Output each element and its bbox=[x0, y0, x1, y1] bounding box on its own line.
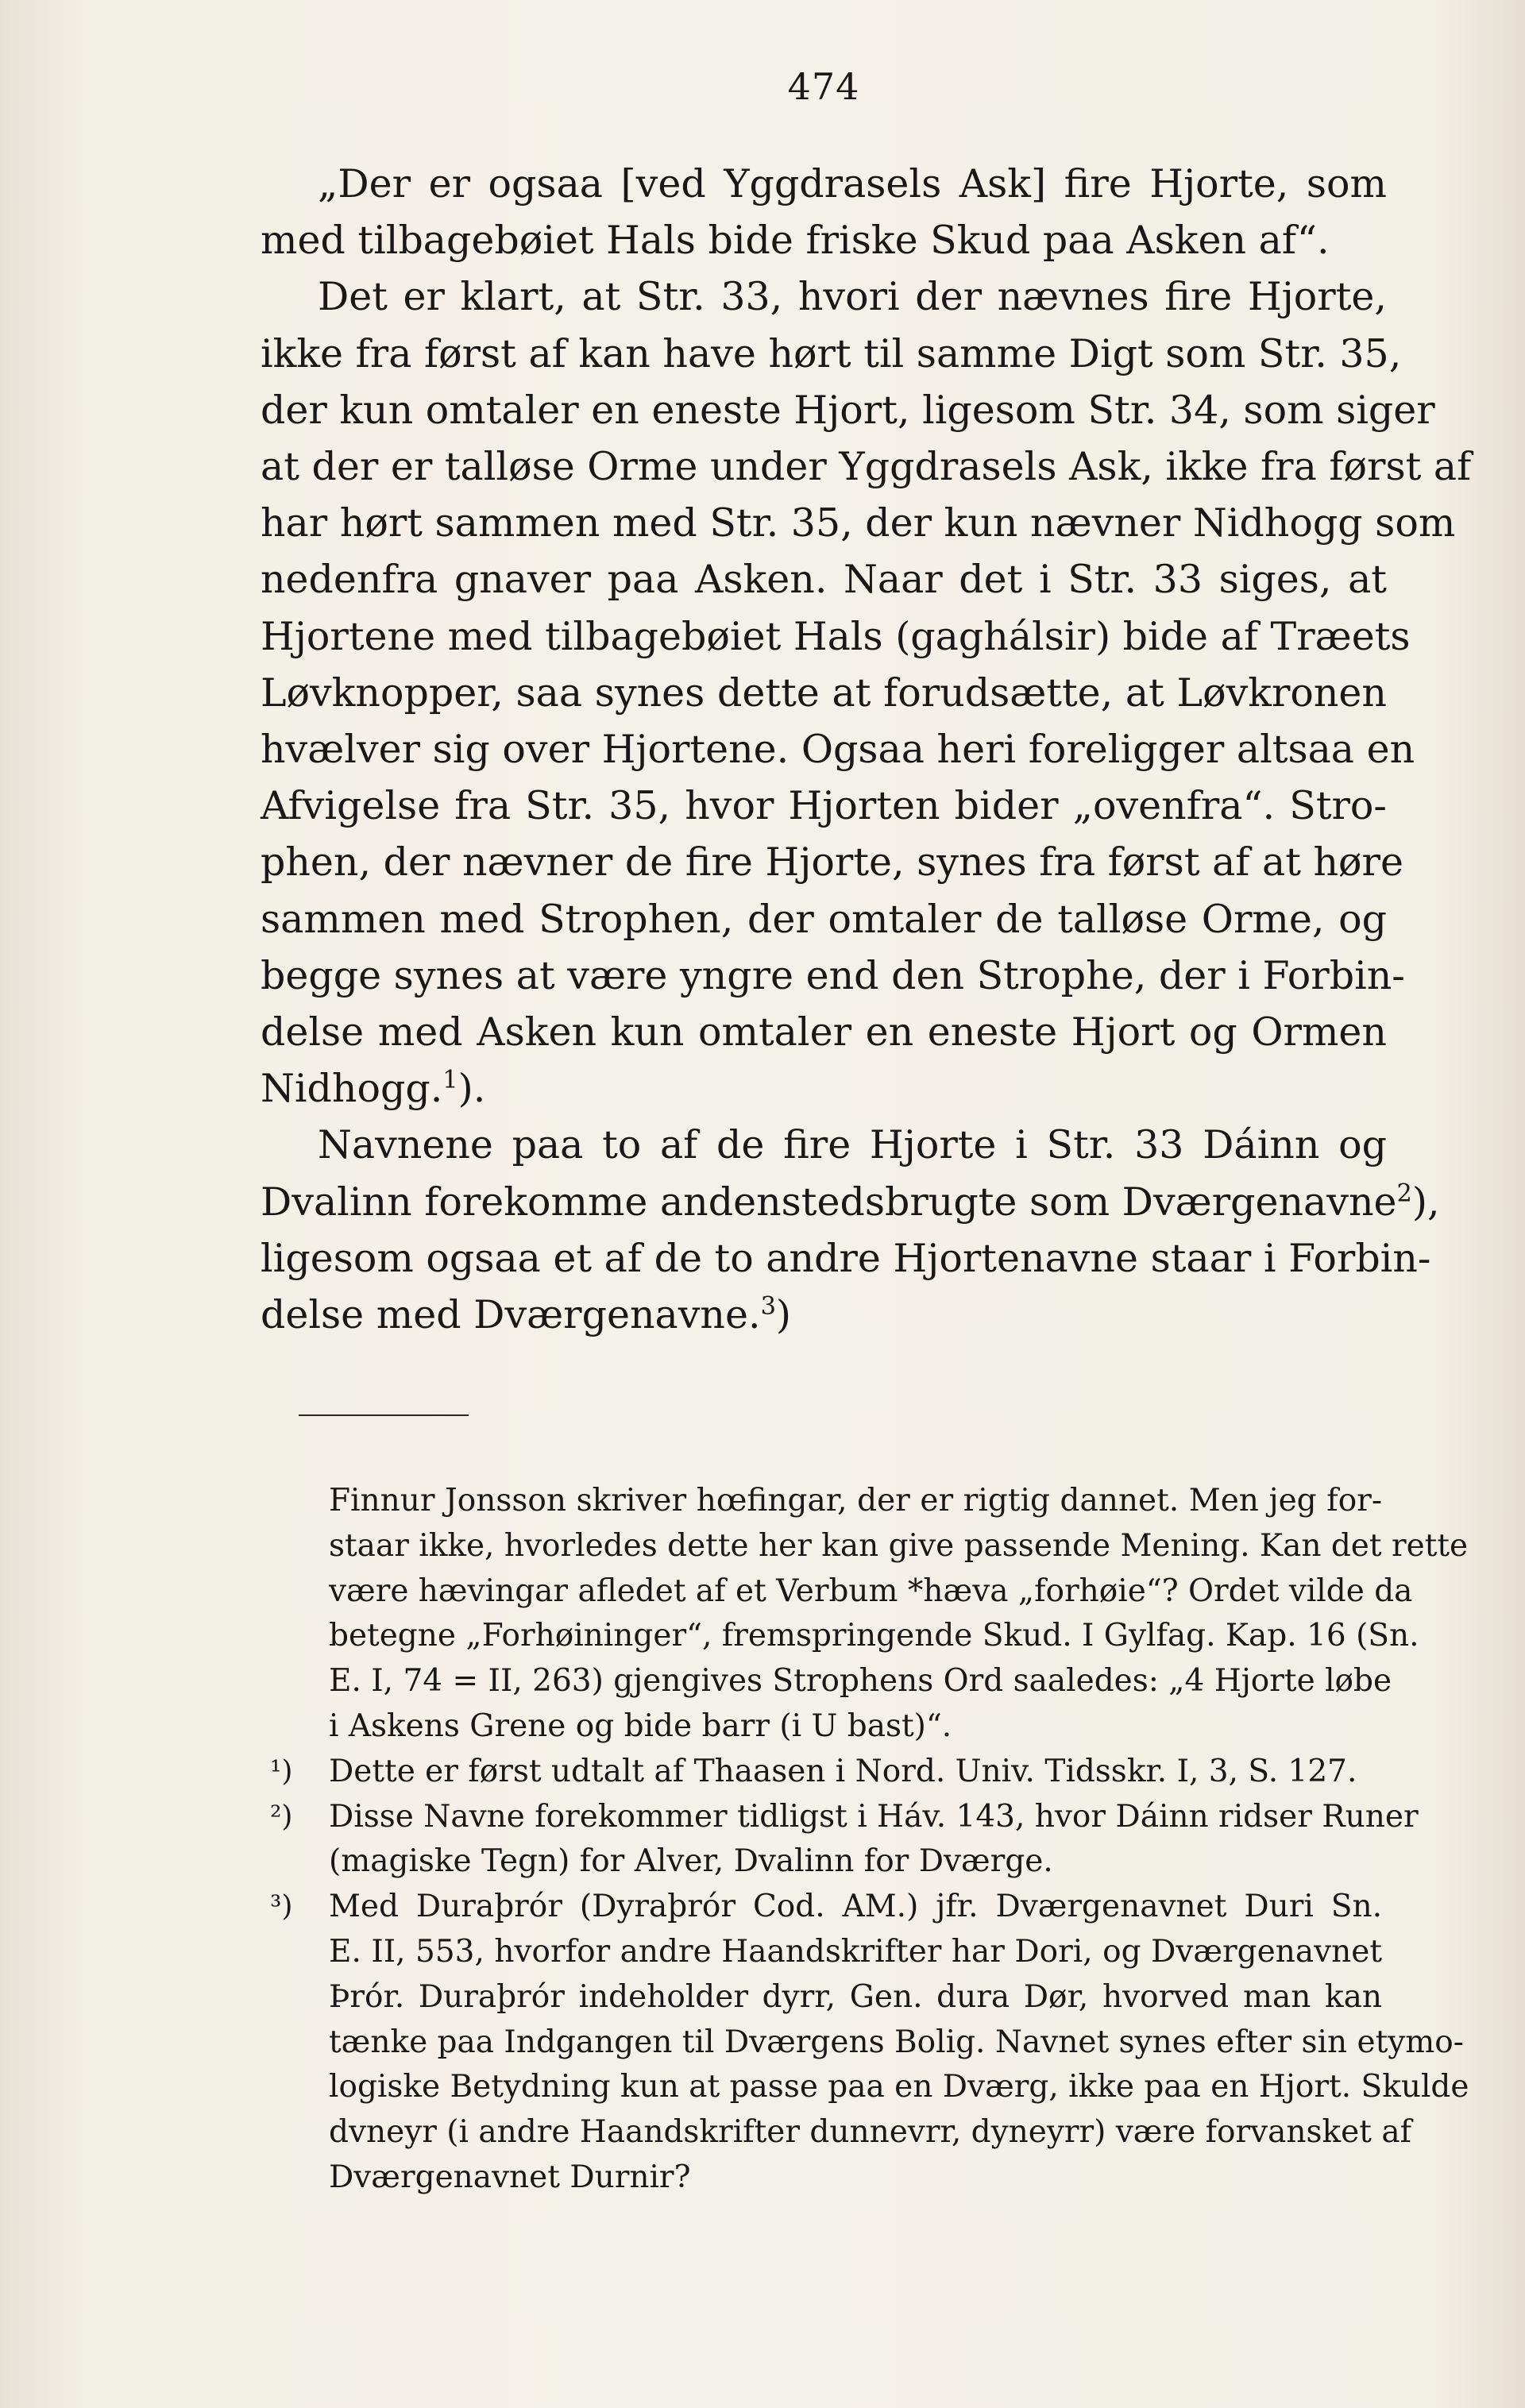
line-text: Løvknopper, saa synes dette at forudsætte, at Løvkronen bbox=[261, 670, 1387, 716]
text-line bbox=[329, 2020, 1464, 2066]
footnote-reference: 3 bbox=[760, 1292, 776, 1321]
footnote-reference: 2 bbox=[1396, 1179, 1412, 1208]
line-text: ikke fra først af kan have hørt til samme Digt som Str. 35, bbox=[261, 330, 1402, 376]
line-text: Afvigelse fra Str. 35, hvor Hjorten bider „ovenfra“. Stro- bbox=[261, 783, 1387, 829]
line-text: sammen med Strophen, der omtaler de talløse Orme, og bbox=[261, 896, 1387, 942]
text-line bbox=[261, 268, 1387, 325]
footnote-separator bbox=[299, 1414, 469, 1416]
text-line bbox=[329, 1659, 1392, 1704]
line-text: Dette er først udtalt af Thaasen i Nord. Univ. Tidsskr. I, 3, S. 127. bbox=[329, 1753, 1357, 1789]
line-text: være hævingar afledet af et Verbum *hæva „forhøie“? Ordet vilde da bbox=[329, 1573, 1413, 1609]
text-line bbox=[329, 1704, 1382, 1750]
footnote-marker: ¹) bbox=[270, 1754, 293, 1788]
text-line bbox=[329, 1524, 1469, 1569]
main-text bbox=[261, 156, 1472, 1343]
paragraph bbox=[261, 268, 1472, 1117]
line-text: (magiske Tegn) for Alver, Dvalinn for Dværge. bbox=[329, 1843, 1053, 1880]
line-text: nedenfra gnaver paa Asken. Naar det i Str. 33 siges, at bbox=[261, 557, 1387, 603]
line-text-after: ). bbox=[458, 1066, 486, 1112]
line-text: Det er klart, at Str. 33, hvori der nævnes fire Hjorte, bbox=[318, 274, 1387, 320]
line-text: Nidhogg. bbox=[261, 1066, 443, 1112]
text-line bbox=[261, 1230, 1431, 1287]
line-text: der kun omtaler en eneste Hjort, ligesom Str. 34, som siger bbox=[261, 387, 1435, 433]
text-line bbox=[261, 551, 1387, 608]
text-line bbox=[329, 1839, 1382, 1885]
text-line bbox=[261, 947, 1405, 1004]
text-line bbox=[329, 1614, 1419, 1659]
line-text: Dværgenavnet Durnir? bbox=[329, 2159, 691, 2195]
footnotes bbox=[270, 1479, 1469, 2201]
line-text: „Der er ogsaa [ved Yggdrasels Ask] fire Hjorte, som bbox=[318, 161, 1387, 206]
text-line bbox=[329, 2155, 1382, 2201]
text-line bbox=[329, 1975, 1382, 2020]
line-text: Med Duraþrór (Dyraþrór Cod. AM.) jfr. Dværgenavnet Duri Sn. bbox=[329, 1889, 1382, 1925]
text-line bbox=[261, 1174, 1440, 1230]
line-text: E. I, 74 = II, 263) gjengives Strophens Ord saaledes: „4 Hjorte løbe bbox=[329, 1663, 1392, 1700]
text-line bbox=[261, 438, 1472, 495]
text-line bbox=[329, 1479, 1382, 1524]
line-text: begge synes at være yngre end den Strophe, der i Forbin- bbox=[261, 952, 1405, 998]
line-text: logiske Betydning kun at passe paa en Dværg, ikke paa en Hjort. Skulde bbox=[329, 2069, 1469, 2105]
line-text: Disse Navne forekommer tidligst i Háv. 143, hvor Dáinn ridser Runer bbox=[329, 1798, 1419, 1835]
line-text: at der er talløse Orme under Yggdrasels Ask, ikke fra først af bbox=[261, 444, 1472, 490]
footnote-reference: 1 bbox=[442, 1066, 458, 1094]
text-line bbox=[261, 1117, 1387, 1173]
text-line bbox=[261, 608, 1411, 665]
line-text-after: ), bbox=[1411, 1179, 1440, 1225]
text-line bbox=[261, 156, 1387, 212]
text-line bbox=[261, 212, 1387, 268]
text-line bbox=[329, 2110, 1412, 2155]
line-text: dvneyr (i andre Haandskrifter dunnevrr, dyneyrr) være forvansket af bbox=[329, 2114, 1412, 2151]
line-text: ligesom ogsaa et af de to andre Hjortenavne staar i Forbin- bbox=[261, 1235, 1431, 1281]
text-line bbox=[261, 382, 1435, 438]
text-line bbox=[261, 834, 1403, 890]
footnote-marker: ²) bbox=[270, 1800, 293, 1833]
line-text: har hørt sammen med Str. 35, der kun nævner Nidhogg som bbox=[261, 500, 1456, 546]
text-line bbox=[329, 1795, 1419, 1840]
line-text: i Askens Grene og bide barr (i U bast)“. bbox=[329, 1708, 952, 1744]
line-text: Þrór. Duraþrór indeholder dyrr, Gen. dura Dør, hvorved man kan bbox=[329, 1978, 1382, 2015]
footnote bbox=[270, 1795, 1419, 1885]
line-text: phen, der nævner de fire Hjorte, synes fra først af at høre bbox=[261, 839, 1403, 886]
footnote bbox=[270, 1750, 1382, 1795]
text-line bbox=[329, 1750, 1382, 1795]
text-line bbox=[329, 1885, 1382, 1930]
text-line bbox=[261, 778, 1387, 834]
text-line bbox=[329, 2065, 1469, 2110]
line-text: hvælver sig over Hjortene. Ogsaa heri foreligger altsaa en bbox=[261, 727, 1415, 773]
text-line bbox=[261, 495, 1456, 551]
text-line bbox=[261, 1287, 1387, 1343]
line-text: staar ikke, hvorledes dette her kan give passende Mening. Kan det rette bbox=[329, 1527, 1469, 1564]
line-text: tænke paa Indgangen til Dværgens Bolig. Navnet synes efter sin etymo- bbox=[329, 2024, 1464, 2060]
line-text-after: ) bbox=[775, 1292, 792, 1338]
line-text: E. II, 553, hvorfor andre Haandskrifter har Dori, og Dværgenavnet bbox=[329, 1933, 1382, 1970]
line-text: Hjortene med tilbagebøiet Hals (gaghálsir) bide af Træets bbox=[261, 613, 1411, 659]
text-line bbox=[329, 1569, 1413, 1615]
line-text: Navnene paa to af de fire Hjorte i Str. 33 Dáinn og bbox=[318, 1122, 1387, 1168]
line-text: delse med Asken kun omtaler en eneste Hjort og Ormen bbox=[261, 1009, 1387, 1055]
line-text: med tilbagebøiet Hals bide friske Skud paa Asken af“. bbox=[261, 218, 1330, 264]
footnote bbox=[270, 1885, 1469, 2201]
footnote-marker: ³) bbox=[270, 1890, 293, 1924]
footnote bbox=[329, 1479, 1469, 1750]
text-line bbox=[261, 326, 1402, 382]
text-line bbox=[329, 1930, 1382, 1975]
text-line bbox=[261, 891, 1387, 947]
text-line bbox=[261, 1060, 1387, 1117]
line-text: betegne „Forhøininger“, fremspringende Skud. I Gylfag. Kap. 16 (Sn. bbox=[329, 1618, 1419, 1654]
page-number: 474 bbox=[787, 65, 860, 108]
line-text: delse med Dværgenavne. bbox=[261, 1292, 761, 1338]
line-text: Finnur Jonsson skriver hœfingar, der er rigtig dannet. Men jeg for- bbox=[329, 1483, 1382, 1519]
line-text: Dvalinn forekomme andenstedsbrugte som Dværgenavne bbox=[261, 1179, 1397, 1225]
paragraph bbox=[261, 1117, 1440, 1343]
text-line bbox=[261, 721, 1415, 778]
text-line bbox=[261, 665, 1387, 721]
text-line bbox=[261, 1004, 1387, 1060]
paragraph bbox=[261, 156, 1387, 268]
